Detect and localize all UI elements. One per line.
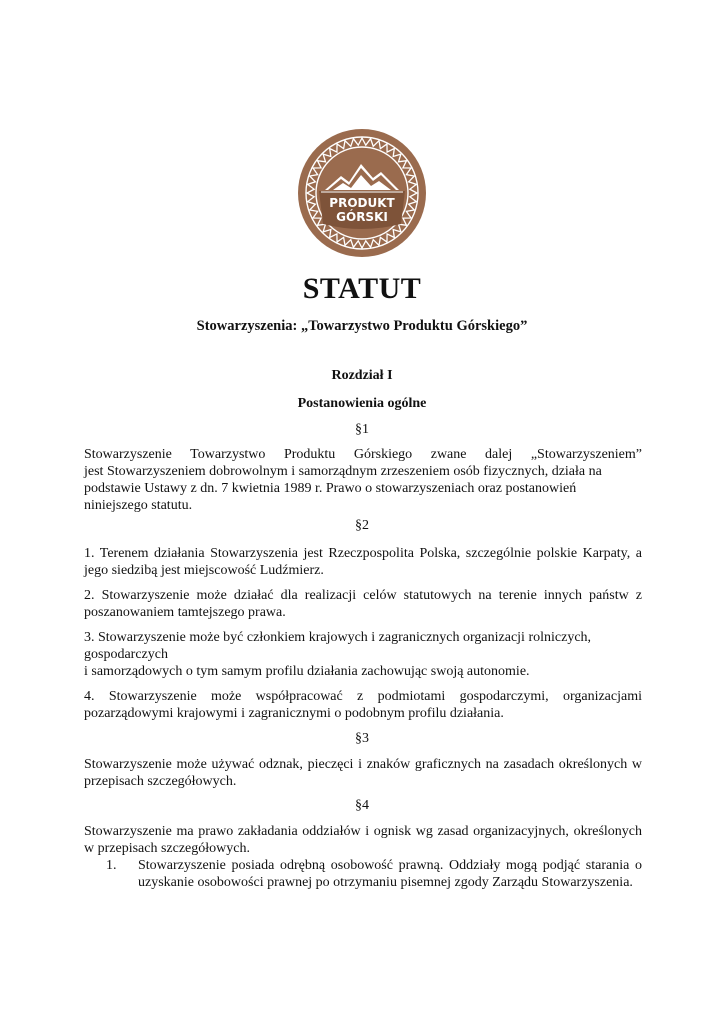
section-2-item: 4. Stowarzyszenie może współpracować z podmiotami gospodarczymi, organizacjami pozarządowymi krajowymi i zagranicznymi o podobnym profilu działania. xyxy=(84,689,642,721)
section-3-text: Stowarzyszenie może używać odznak, pieczęci i znaków graficznych na zasadach określonych w przepisach szczegółowych. xyxy=(84,757,642,789)
section-4-text: Stowarzyszenie ma prawo zakładania oddziałów i ognisk wg zasad organizacyjnych, określonych w przepisach szczegółowych. xyxy=(84,824,642,856)
section-2-item: 1. Terenem działania Stowarzyszenia jest Rzeczpospolita Polska, szczególnie polskie Karpaty, a jego siedzibą jest miejscowość Ludźmierz. xyxy=(84,546,642,578)
section-mark: §2 xyxy=(355,518,369,533)
section-1-text-line1: Stowarzyszenie Towarzystwo Produktu Górskiego zwane dalej „Stowarzyszeniem” xyxy=(84,447,642,462)
section-2-item-continuation: i samorządowych o tym samym profilu działania zachowując swoją autonomie. xyxy=(84,664,530,679)
document-title: STATUT xyxy=(302,272,422,305)
section-2-item: 3. Stowarzyszenie może być członkiem krajowych i zagranicznych organizacji rolniczych, gospodarczych xyxy=(84,630,592,662)
list-item-number: 1. xyxy=(106,858,117,873)
logo-text-line1: PRODUKT xyxy=(329,196,395,210)
list-item-text: Stowarzyszenie posiada odrębną osobowość prawną. Oddziały mogą podjąć starania o uzyskanie osobowości prawnej po otrzymaniu pisemnej zgody Zarządu Stowarzyszenia. xyxy=(138,858,642,890)
section-2-item: 2. Stowarzyszenie może działać dla realizacji celów statutowych na terenie innych państw z poszanowaniem tamtejszego prawa. xyxy=(84,588,642,620)
section-mark: §4 xyxy=(355,798,369,813)
chapter-name: Postanowienia ogólne xyxy=(297,396,427,411)
document-subtitle: Stowarzyszenia: „Towarzystwo Produktu Górskiego” xyxy=(196,318,528,334)
chapter-number: Rozdział I xyxy=(331,368,393,383)
list-item xyxy=(84,857,642,891)
section-1-text: jest Stowarzyszeniem dobrowolnym i samorządnym zrzeszeniem osób fizycznych, działa na podstawie Ustawy z dn. 7 kwietnia 1989 r. Prawo o stowarzyszeniach oraz postanowień niniejszego statutu. xyxy=(84,464,602,513)
logo-text-line2: GÓRSKI xyxy=(336,210,388,224)
section-mark: §3 xyxy=(355,731,369,746)
produkt-gorski-logo xyxy=(297,128,427,258)
section-mark: §1 xyxy=(355,422,369,437)
